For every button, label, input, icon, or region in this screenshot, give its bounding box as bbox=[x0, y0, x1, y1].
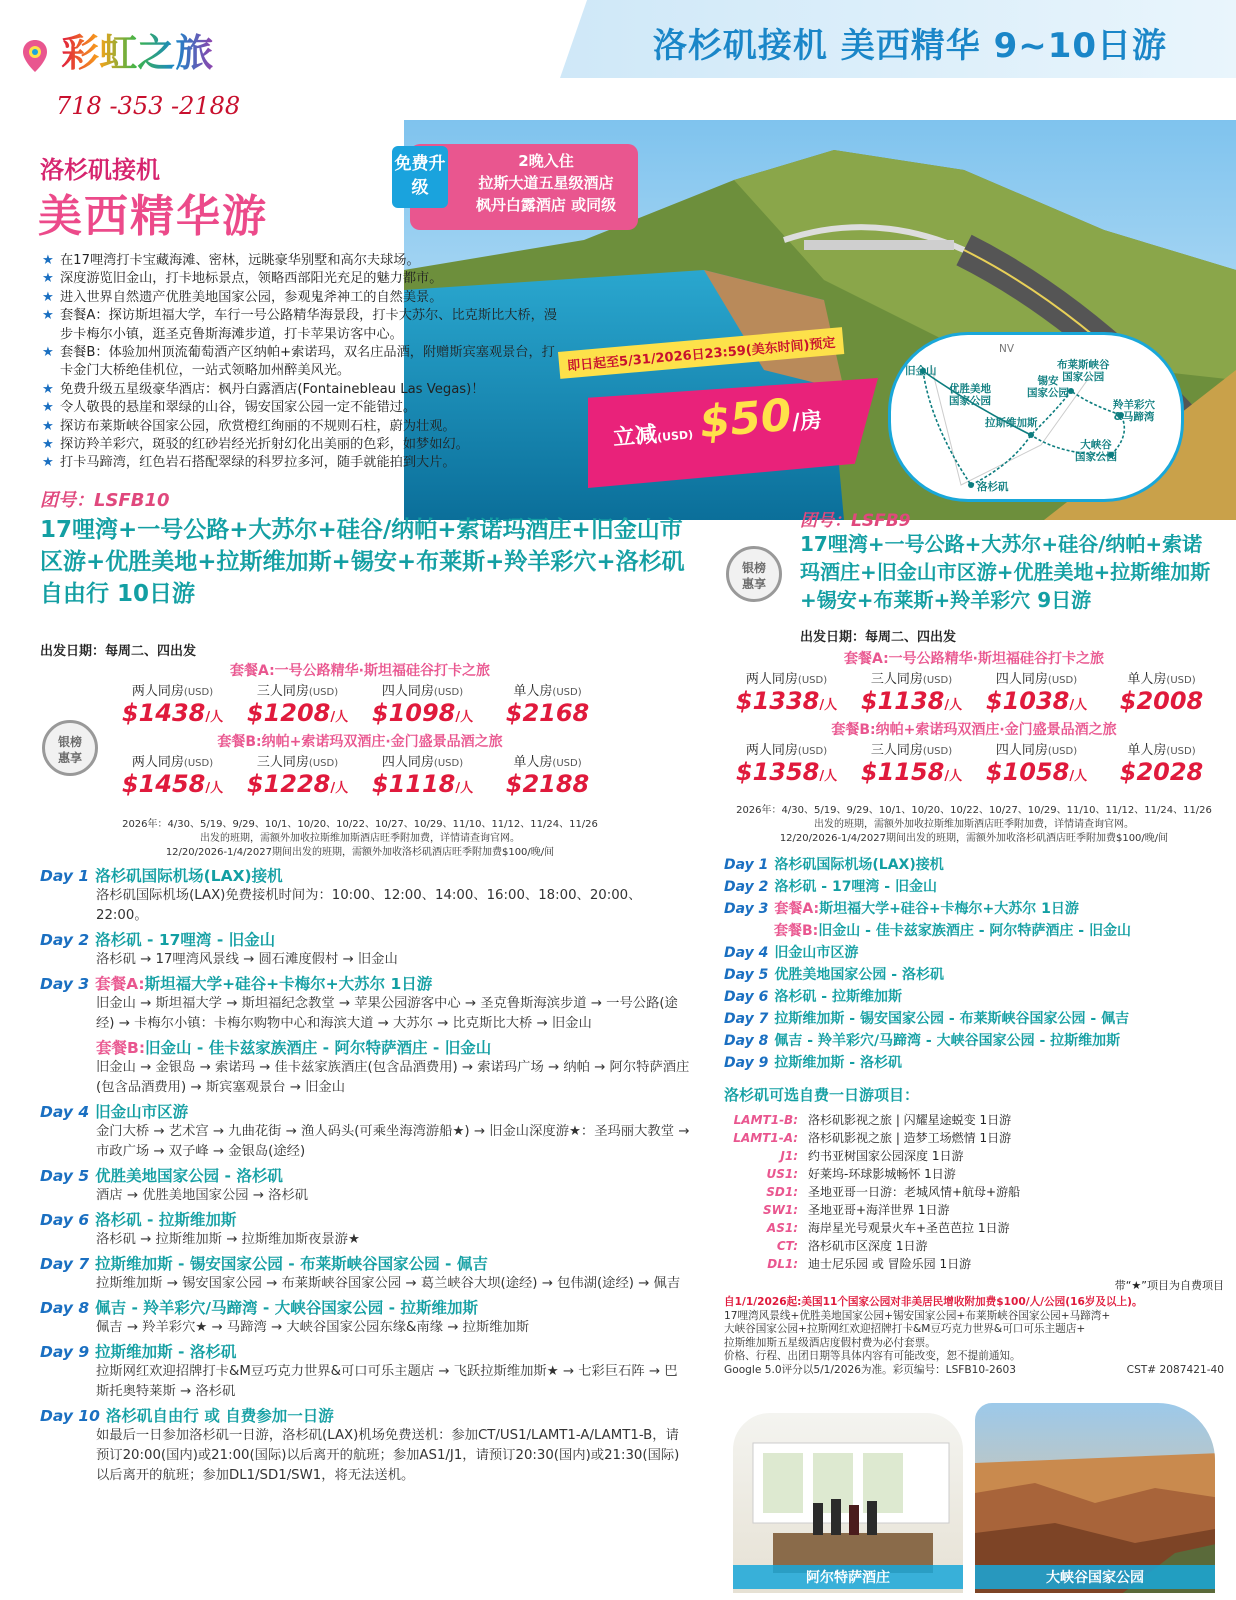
photo-label: 阿尔特萨酒庄 bbox=[733, 1565, 963, 1589]
package-b-title: 套餐B:纳帕+索诺玛双酒庄·金门盛景品酒之旅 bbox=[217, 734, 503, 750]
optional-tours-title: 洛杉矶可选自费一日游项目： bbox=[724, 1086, 920, 1104]
price-cell: 四人同房(USD) $1118/人 bbox=[371, 755, 474, 798]
price-cell: 四人同房(USD) $1098/人 bbox=[371, 684, 474, 727]
promo-label: 立减 bbox=[612, 422, 659, 452]
map-label-sf: 旧金山 bbox=[905, 365, 937, 377]
price-cell: 四人同房(USD) $1058/人 bbox=[985, 743, 1088, 786]
feature-item: ★ 令人敬畏的悬崖和翠绿的山谷，锡安国家公园一定不能错过。 bbox=[42, 399, 562, 417]
silver-badge: 银榜 惠享 bbox=[726, 546, 782, 602]
itinerary-day: Day 7 拉斯维加斯 - 锡安国家公园 - 布莱斯峡谷国家公园 - 佩吉 拉斯维加斯 → 锡安国家公园 → 布莱斯峡谷国家公园 → 葛兰峡谷大坝(途经) → 包伟湖(途经) → 佩吉 bbox=[40, 1255, 681, 1291]
price-cell: 三人同房(USD) $1158/人 bbox=[860, 743, 963, 786]
map-label-yosemite: 优胜美地 国家公园 bbox=[949, 383, 991, 407]
logo-text: 彩虹之旅 bbox=[61, 31, 214, 75]
itinerary-10-day bbox=[40, 866, 690, 1486]
price-cell: 两人同房(USD) $1438/人 bbox=[121, 684, 224, 727]
feature-item: ★ 免费升级五星级豪华酒店：枫丹白露酒店(Fontainebleau Las Vegas)！ bbox=[42, 381, 562, 399]
main-title: 美西精华游 bbox=[38, 191, 268, 242]
group9-title: 17哩湾+一号公路+大苏尔+硅谷/纳帕+索诺玛酒庄+旧金山市区游+优胜美地+拉斯维加斯+锡安+布莱斯+羚羊彩穴 9日游 bbox=[800, 532, 1211, 612]
itinerary-day: Day 1 洛杉矶国际机场(LAX)接机 bbox=[724, 857, 944, 873]
promo-unit: /房 bbox=[790, 407, 824, 436]
optional-tours bbox=[724, 1084, 1224, 1293]
itinerary-day: Day 2 洛杉矶 - 17哩湾 - 旧金山 bbox=[724, 879, 937, 895]
price-cell: 三人同房(USD) $1228/人 bbox=[246, 755, 349, 798]
feature-item: ★ 进入世界自然遗产优胜美地国家公园，参观鬼斧神工的自然美景。 bbox=[42, 289, 562, 307]
price-cell: 两人同房(USD) $1458/人 bbox=[121, 755, 224, 798]
upgrade-line3: 枫丹白露酒店 或同级 bbox=[475, 196, 617, 214]
optional-item: CT: 洛杉矶市区深度 1日游 bbox=[776, 1239, 928, 1253]
photo-label: 大峡谷国家公园 bbox=[975, 1565, 1215, 1589]
group9-code: 团号：LSFB9 bbox=[800, 511, 911, 531]
feature-item: ★ 探访羚羊彩穴，斑驳的红砂岩经光折射幻化出美丽的色彩，如梦如幻。 bbox=[42, 436, 562, 454]
itinerary-day: Day 6 洛杉矶 - 拉斯维加斯 bbox=[724, 989, 902, 1005]
itinerary-day: Day 1 洛杉矶国际机场(LAX)接机 洛杉矶国际机场(LAX)免费接机时间为：10:00、12:00、14:00、16:00、18:00、20:00、22:00。 bbox=[40, 867, 642, 923]
cst-number: CST# 2087421-40 bbox=[1126, 1363, 1224, 1376]
itinerary-day: Day 2 洛杉矶 - 17哩湾 - 旧金山 洛杉矶 → 17哩湾风景线 → 圆石滩度假村 → 旧金山 bbox=[40, 931, 398, 967]
price-cell: 四人同房(USD) $1038/人 bbox=[985, 672, 1088, 715]
group10-code: 团号：LSFB10 bbox=[40, 490, 170, 511]
feature-item: ★ 打卡马蹄湾，红色岩石搭配翠绿的科罗拉多河，随手就能拍到大片。 bbox=[42, 454, 562, 472]
subtitle: 洛杉矶接机 bbox=[40, 156, 160, 184]
upgrade-line2: 拉斯大道五星级酒店 bbox=[478, 174, 614, 192]
group9-fine-print: 2026年：4/30、5/19、9/29、10/1、10/20、10/22、10/27、10/29、11/10、11/12、11/24、11/26 出发的班期，需额外加收拉斯维加斯酒店旺季附加费，详情请查询官网。 12/20/2026-1/4/2027期间出发的班期，需额外加收洛杉矶酒店旺季附加费$100/晚/间 bbox=[736, 805, 1212, 844]
group10-departure: 出发日期：每周二、四出发 bbox=[40, 644, 197, 659]
package-b-title: 套餐B:纳帕+索诺玛双酒庄·金门盛景品酒之旅 bbox=[831, 722, 1117, 738]
itinerary-day: Day 3 套餐A:斯坦福大学+硅谷+卡梅尔+大苏尔 1日游 旧金山 → 斯坦福大学 → 斯坦福纪念教堂 → 苹果公园游客中心 → 圣克鲁斯海滨步道 → 一号公路(途经) → 卡梅尔小镇：卡梅尔购物中心和海滨大道 → 大苏尔 → 比克斯比大桥 → 旧金山 bbox=[40, 975, 678, 1031]
group9-pricing bbox=[724, 648, 1224, 786]
notice-park-fee: 自1/1/2026起:美国11个国家公园对非美居民增收附加费$100/人/公园(16岁及以上)。 bbox=[724, 1296, 1143, 1308]
photo-artesa-winery bbox=[730, 1410, 966, 1596]
optional-item: J1: 约书亚树国家公园深度 1日游 bbox=[780, 1149, 964, 1163]
itinerary-day: Day 5 优胜美地国家公园 - 洛杉矶 酒店 → 优胜美地国家公园 → 洛杉矶 bbox=[40, 1167, 309, 1203]
optional-item: LAMT1-A: 洛杉矶影视之旅 | 造梦工场燃情 1日游 bbox=[733, 1131, 1012, 1145]
map-label-zion: 锡安 国家公园 bbox=[1027, 375, 1069, 399]
price-cell: 三人同房(USD) $1208/人 bbox=[246, 684, 349, 727]
optional-list bbox=[724, 1111, 1224, 1273]
price-cell: 单人房(USD) $2168 bbox=[505, 684, 590, 727]
feature-list bbox=[42, 252, 562, 473]
optional-item: DL1: 迪士尼乐园 或 冒险乐园 1日游 bbox=[767, 1257, 972, 1271]
itinerary-day: Day 5 优胜美地国家公园 - 洛杉矶 bbox=[724, 967, 944, 983]
map-label-la: 洛杉矶 bbox=[977, 481, 1009, 493]
upgrade-line1: 2晚入住 bbox=[518, 152, 574, 170]
route-map bbox=[888, 332, 1184, 502]
itinerary-day: 套餐B:旧金山 - 佳卡兹家族酒庄 - 阿尔特萨酒庄 - 旧金山 旧金山 → 金银岛 → 索诺玛 → 佳卡兹家族酒庄(包含品酒费用) → 索诺玛广场 → 纳帕 → 阿尔特萨酒庄(包含品酒费用) → 斯宾塞观景台 → 旧金山 bbox=[96, 1039, 690, 1095]
group9-departure: 出发日期：每周二、四出发 bbox=[800, 630, 957, 645]
itinerary-day: Day 4 旧金山市区游 bbox=[724, 945, 859, 961]
itinerary-day: Day 9 拉斯维加斯 - 洛杉矶 拉斯网红欢迎招牌打卡&M豆巧克力世界&可口可乐主题店 → 飞跃拉斯维加斯★ → 七彩巨石阵 → 巴斯托奥特莱斯 → 洛杉矶 bbox=[40, 1343, 678, 1399]
price-cell: 两人同房(USD) $1338/人 bbox=[735, 672, 838, 715]
price-cell: 单人房(USD) $2188 bbox=[505, 755, 590, 798]
package-a-title: 套餐A:一号公路精华·斯坦福硅谷打卡之旅 bbox=[229, 663, 490, 679]
map-label-nv: NV bbox=[999, 343, 1015, 355]
price-cell: 单人房(USD) $2028 bbox=[1119, 743, 1204, 786]
itinerary-day: Day 8 佩吉 - 羚羊彩穴/马蹄湾 - 大峡谷国家公园 - 拉斯维加斯 bbox=[724, 1033, 1121, 1049]
promo-amount: $50 bbox=[697, 389, 794, 449]
feature-item: ★ 在17哩湾打卡宝藏海滩、密林，远眺豪华别墅和高尔夫球场。 bbox=[42, 252, 562, 270]
optional-item: SW1: 圣地亚哥+海洋世界 1日游 bbox=[762, 1203, 950, 1217]
map-label-vegas: 拉斯维加斯 bbox=[985, 417, 1038, 429]
feature-item: ★ 套餐B：体验加州顶流葡萄酒产区纳帕+索诺玛，双名庄品酒，附赠斯宾塞观景台，打卡金门大桥绝佳机位，一站式领略加州醉美风光。 bbox=[42, 344, 562, 381]
feature-item: ★ 探访布莱斯峡谷国家公园，欣赏橙红绚丽的不规则石柱，蔚为壮观。 bbox=[42, 418, 562, 436]
map-label-bryce: 布莱斯峡谷 国家公园 bbox=[1057, 359, 1110, 383]
feature-item: ★ 深度游览旧金山，打卡地标景点，领略西部阳光充足的魅力都市。 bbox=[42, 270, 562, 288]
itinerary-day: 套餐B:旧金山 - 佳卡兹家族酒庄 - 阿尔特萨酒庄 - 旧金山 bbox=[774, 923, 1131, 939]
phone-number[interactable]: 718 -353 -2188 bbox=[56, 92, 241, 120]
promo-currency: (USD) bbox=[656, 428, 694, 445]
notices: 自1/1/2026起:美国11个国家公园对非美居民增收附加费$100/人/公园(16岁及以上)。 17哩湾风景线+优胜美地国家公园+锡安国家公园+布莱斯峡谷国家公园+马蹄湾+ 大峡谷国家公园+拉斯网红欢迎招牌打卡&M豆巧克力世界&可口可乐主题店+ 拉斯维加斯五星级酒店度假村费为必付套票。 价格、行程、出团日期等具体内容有可能改变，恕不提前通知。 Google 5.0评分以5/1/2026为准。彩页编号：LSFB10-2603 CST# 2087421-40 bbox=[724, 1296, 1224, 1376]
optional-item: LAMT1-B: 洛杉矶影视之旅 | 闪耀星途蜕变 1日游 bbox=[733, 1113, 1012, 1127]
price-cell: 单人房(USD) $2008 bbox=[1119, 672, 1204, 715]
package-a-title: 套餐A:一号公路精华·斯坦福硅谷打卡之旅 bbox=[843, 651, 1104, 667]
brand-logo bbox=[22, 22, 213, 77]
photo-grand-canyon bbox=[972, 1400, 1218, 1596]
optional-item: SD1: 圣地亚哥一日游：老城风情+航母+游船 bbox=[766, 1185, 1021, 1199]
price-cell: 两人同房(USD) $1358/人 bbox=[735, 743, 838, 786]
optional-item: US1: 好莱坞-环球影城畅怀 1日游 bbox=[766, 1167, 956, 1181]
silver-badge: 银榜 惠享 bbox=[42, 720, 98, 776]
group10-title: 17哩湾+一号公路+大苏尔+硅谷/纳帕+索诺玛酒庄+旧金山市区游+优胜美地+拉斯维加斯+锡安+布莱斯+羚羊彩穴+洛杉矶自由行 10日游 bbox=[40, 517, 685, 607]
itinerary-day: Day 3 套餐A:斯坦福大学+硅谷+卡梅尔+大苏尔 1日游 bbox=[724, 901, 1079, 917]
itinerary-day: Day 6 洛杉矶 - 拉斯维加斯 洛杉矶 → 拉斯维加斯 → 拉斯维加斯夜景游★ bbox=[40, 1211, 360, 1247]
promo-deadline: 即日起至5/31/2026日23:59(美东时间)预定 bbox=[558, 327, 844, 379]
feature-item: ★ 套餐A：探访斯坦福大学，车行一号公路精华海景段，打卡大苏尔、比克斯比大桥，漫步卡梅尔小镇，逛圣克鲁斯海滩步道，打卡苹果访客中心。 bbox=[42, 307, 562, 344]
star-note: 带“★”项目为自费项目 bbox=[1114, 1279, 1224, 1292]
banner-title: 洛杉矶接机 美西精华 9~10日游 bbox=[652, 26, 1168, 66]
itinerary-day: Day 9 拉斯维加斯 - 洛杉矶 bbox=[724, 1055, 902, 1071]
itinerary-day: Day 10 洛杉矶自由行 或 自费参加一日游 如最后一日参加洛杉矶一日游，洛杉矶(LAX)机场免费送机：参加CT/US1/LAMT1-A/LAMT1-B，请预订20:00(国内)或21:00(国际)以后离开的航班；参加AS1/J1，请预订20:30(国内)或21:30(国际)以后离开的航班；参加DL1/SD1/SW1，将无法送机。 bbox=[40, 1407, 680, 1483]
optional-item: AS1: 海岸星光号观景火车+圣芭芭拉 1日游 bbox=[766, 1221, 1010, 1235]
map-label-antelope: 羚羊彩穴 &马蹄湾 bbox=[1113, 399, 1155, 423]
itinerary-day: Day 4 旧金山市区游 金门大桥 → 艺术宫 → 九曲花街 → 渔人码头(可乘坐海湾游船★) → 旧金山深度游★：圣玛丽大教堂 → 市政广场 → 双子峰 → 金银岛(途经) bbox=[40, 1103, 690, 1159]
map-label-canyon: 大峡谷 国家公园 bbox=[1075, 439, 1117, 463]
group10-fine-print: 2026年：4/30、5/19、9/29、10/1、10/20、10/22、10/27、10/29、11/10、11/12、11/24、11/26 出发的班期，需额外加收拉斯维加斯酒店旺季附加费，详情请查询官网。 12/20/2026-1/4/2027期间出发的班期，需额外加收洛杉矶酒店旺季附加费$100/晚/间 bbox=[122, 819, 598, 858]
price-cell: 三人同房(USD) $1138/人 bbox=[860, 672, 963, 715]
free-upgrade-tag: 免费升级 bbox=[392, 146, 448, 208]
location-pin-icon bbox=[22, 39, 48, 73]
itinerary-day: Day 7 拉斯维加斯 - 锡安国家公园 - 布莱斯峡谷国家公园 - 佩吉 bbox=[724, 1011, 1130, 1027]
group10-pricing bbox=[110, 660, 610, 798]
itinerary-9-day bbox=[724, 854, 1224, 1074]
itinerary-day: Day 8 佩吉 - 羚羊彩穴/马蹄湾 - 大峡谷国家公园 - 拉斯维加斯 佩吉 → 羚羊彩穴★ → 马蹄湾 → 大峡谷国家公园东缘&南缘 → 拉斯维加斯 bbox=[40, 1299, 530, 1335]
